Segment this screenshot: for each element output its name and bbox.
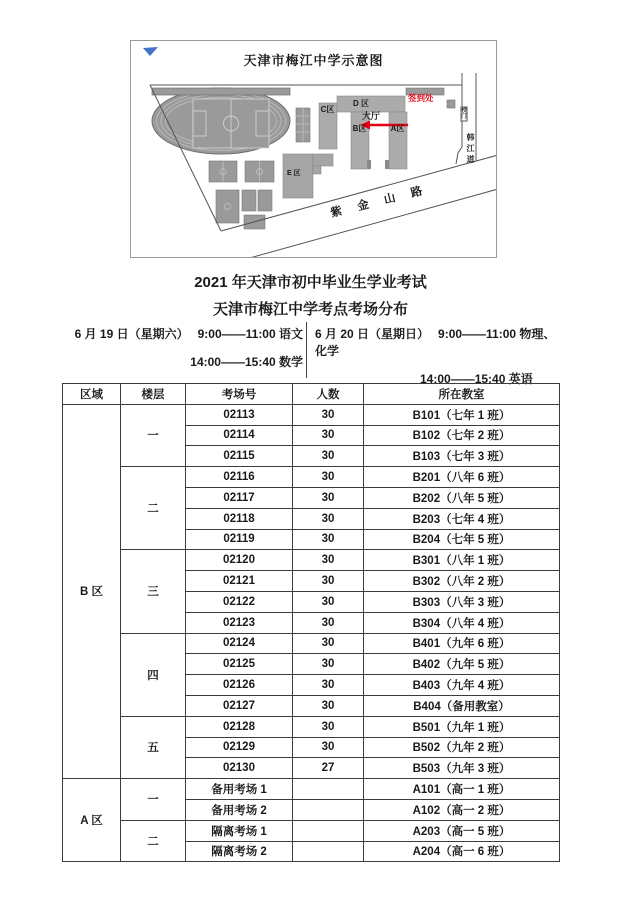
classroom-cell: A204（高一 6 班） bbox=[364, 841, 560, 862]
room-number-cell: 备用考场 2 bbox=[186, 799, 293, 820]
room-number-cell: 02128 bbox=[186, 716, 293, 737]
schedule-day2-line1 bbox=[315, 325, 563, 359]
map-label-zone-a: A区 bbox=[390, 124, 405, 133]
classroom-cell: B203（七年 4 班） bbox=[364, 508, 560, 529]
schedule-day2 bbox=[307, 322, 563, 386]
classroom-cell: B403（九年 4 班） bbox=[364, 675, 560, 696]
classroom-cell: B303（八年 3 班） bbox=[364, 591, 560, 612]
table-header-row bbox=[63, 384, 560, 405]
classroom-cell: B304（八年 4 班） bbox=[364, 612, 560, 633]
count-cell bbox=[293, 820, 364, 841]
room-number-cell: 02122 bbox=[186, 591, 293, 612]
schedule-day1 bbox=[62, 322, 306, 378]
room-number-cell: 02113 bbox=[186, 404, 293, 425]
count-cell: 30 bbox=[293, 737, 364, 758]
floor-cell: 四 bbox=[121, 633, 186, 716]
classroom-cell: B404（备用教室） bbox=[364, 695, 560, 716]
room-number-cell: 02127 bbox=[186, 695, 293, 716]
count-cell: 30 bbox=[293, 487, 364, 508]
map-label-zone-d: D 区 bbox=[353, 99, 369, 108]
count-cell: 30 bbox=[293, 446, 364, 467]
classroom-cell: B302（八年 2 班） bbox=[364, 571, 560, 592]
classroom-cell: B502（九年 2 班） bbox=[364, 737, 560, 758]
room-number-cell: 02130 bbox=[186, 758, 293, 779]
school-map bbox=[130, 40, 497, 258]
schedule-day2-session1: 9:00——11:00 物理、化学 bbox=[315, 327, 556, 358]
room-number-cell: 02123 bbox=[186, 612, 293, 633]
zone-cell: A 区 bbox=[63, 779, 121, 862]
room-number-cell: 隔离考场 1 bbox=[186, 820, 293, 841]
count-cell bbox=[293, 779, 364, 800]
count-cell: 30 bbox=[293, 550, 364, 571]
exam-schedule bbox=[62, 322, 563, 386]
floor-cell: 一 bbox=[121, 779, 186, 821]
room-number-cell: 02125 bbox=[186, 654, 293, 675]
count-cell: 30 bbox=[293, 404, 364, 425]
count-cell: 30 bbox=[293, 695, 364, 716]
zone-cell: B 区 bbox=[63, 404, 121, 778]
classroom-cell: B202（八年 5 班） bbox=[364, 487, 560, 508]
count-cell: 30 bbox=[293, 529, 364, 550]
count-cell: 30 bbox=[293, 612, 364, 633]
room-number-cell: 02114 bbox=[186, 425, 293, 446]
table-row bbox=[63, 779, 560, 800]
column-header: 人数 bbox=[293, 384, 364, 405]
room-number-cell: 02120 bbox=[186, 550, 293, 571]
room-number-cell: 隔离考场 2 bbox=[186, 841, 293, 862]
exam-table bbox=[62, 383, 560, 862]
document-subtitle: 天津市梅江中学考点考场分布 bbox=[212, 301, 408, 318]
count-cell: 30 bbox=[293, 571, 364, 592]
classroom-cell: A102（高一 2 班） bbox=[364, 799, 560, 820]
room-number-cell: 02117 bbox=[186, 487, 293, 508]
exam-table-body bbox=[63, 384, 560, 862]
schedule-day1-date: 6 月 19 日（星期六） bbox=[74, 327, 189, 341]
schedule-day1-session2: 14:00——15:40 数学 bbox=[190, 355, 303, 369]
room-number-cell: 02119 bbox=[186, 529, 293, 550]
schedule-day2-date: 6 月 20 日（星期日） bbox=[315, 327, 430, 341]
room-number-cell: 02115 bbox=[186, 446, 293, 467]
room-number-cell: 02124 bbox=[186, 633, 293, 654]
map-label-zone-e: E 区 bbox=[287, 170, 301, 177]
room-number-cell: 备用考场 1 bbox=[186, 779, 293, 800]
column-header: 考场号 bbox=[186, 384, 293, 405]
column-header: 楼层 bbox=[121, 384, 186, 405]
count-cell: 30 bbox=[293, 467, 364, 488]
room-number-cell: 02116 bbox=[186, 467, 293, 488]
column-header: 所在教室 bbox=[364, 384, 560, 405]
classroom-cell: B204（七年 5 班） bbox=[364, 529, 560, 550]
map-label-zone-b: B区 bbox=[352, 124, 367, 133]
bleachers bbox=[296, 108, 310, 142]
map-label-sign-in: 签到处 bbox=[408, 93, 434, 103]
classroom-cell: B102（七年 2 班） bbox=[364, 425, 560, 446]
classroom-cell: B402（九年 5 班） bbox=[364, 654, 560, 675]
school-map-drawing bbox=[131, 41, 497, 258]
room-number-cell: 02129 bbox=[186, 737, 293, 758]
floor-cell: 三 bbox=[121, 550, 186, 633]
table-row bbox=[63, 467, 560, 488]
table-row bbox=[63, 633, 560, 654]
classroom-cell: B103（七年 3 班） bbox=[364, 446, 560, 467]
map-label-road-zijinshan: 紫金山路 bbox=[329, 181, 440, 220]
floor-cell: 一 bbox=[121, 404, 186, 466]
room-number-cell: 02126 bbox=[186, 675, 293, 696]
count-cell bbox=[293, 841, 364, 862]
room-number-cell: 02121 bbox=[186, 571, 293, 592]
count-cell bbox=[293, 799, 364, 820]
map-label-zone-c: C区 bbox=[320, 105, 335, 114]
count-cell: 27 bbox=[293, 758, 364, 779]
floor-cell: 二 bbox=[121, 467, 186, 550]
floor-cell: 二 bbox=[121, 820, 186, 862]
document-title: 2021 年天津市初中毕业生学业考试 bbox=[194, 274, 427, 291]
schedule-day1-line1 bbox=[62, 325, 303, 342]
map-label-gate: 校门 bbox=[461, 108, 467, 121]
table-row bbox=[63, 716, 560, 737]
classroom-cell: B201（八年 6 班） bbox=[364, 467, 560, 488]
count-cell: 30 bbox=[293, 425, 364, 446]
table-row bbox=[63, 404, 560, 425]
count-cell: 30 bbox=[293, 716, 364, 737]
map-label-hall: 大厅 bbox=[362, 111, 381, 121]
count-cell: 30 bbox=[293, 591, 364, 612]
floor-cell: 五 bbox=[121, 716, 186, 778]
room-number-cell: 02118 bbox=[186, 508, 293, 529]
schedule-day1-session1: 9:00——11:00 语文 bbox=[197, 327, 303, 341]
classroom-cell: B401（九年 6 班） bbox=[364, 633, 560, 654]
map-label-road-hanjiang: 韩江道 bbox=[466, 133, 475, 164]
count-cell: 30 bbox=[293, 633, 364, 654]
count-cell: 30 bbox=[293, 508, 364, 529]
classroom-cell: A101（高一 1 班） bbox=[364, 779, 560, 800]
column-header: 区域 bbox=[63, 384, 121, 405]
schedule-day2-session2: 14:00——15:40 英语 bbox=[420, 372, 533, 386]
classroom-cell: B501（九年 1 班） bbox=[364, 716, 560, 737]
classroom-cell: B301（八年 1 班） bbox=[364, 550, 560, 571]
map-title: 天津市梅江中学示意图 bbox=[243, 53, 384, 68]
classroom-cell: B101（七年 1 班） bbox=[364, 404, 560, 425]
table-row bbox=[63, 820, 560, 841]
classroom-cell: B503（九年 3 班） bbox=[364, 758, 560, 779]
table-row bbox=[63, 550, 560, 571]
classroom-cell: A203（高一 5 班） bbox=[364, 820, 560, 841]
count-cell: 30 bbox=[293, 654, 364, 675]
soccer-field bbox=[193, 99, 269, 148]
count-cell: 30 bbox=[293, 675, 364, 696]
